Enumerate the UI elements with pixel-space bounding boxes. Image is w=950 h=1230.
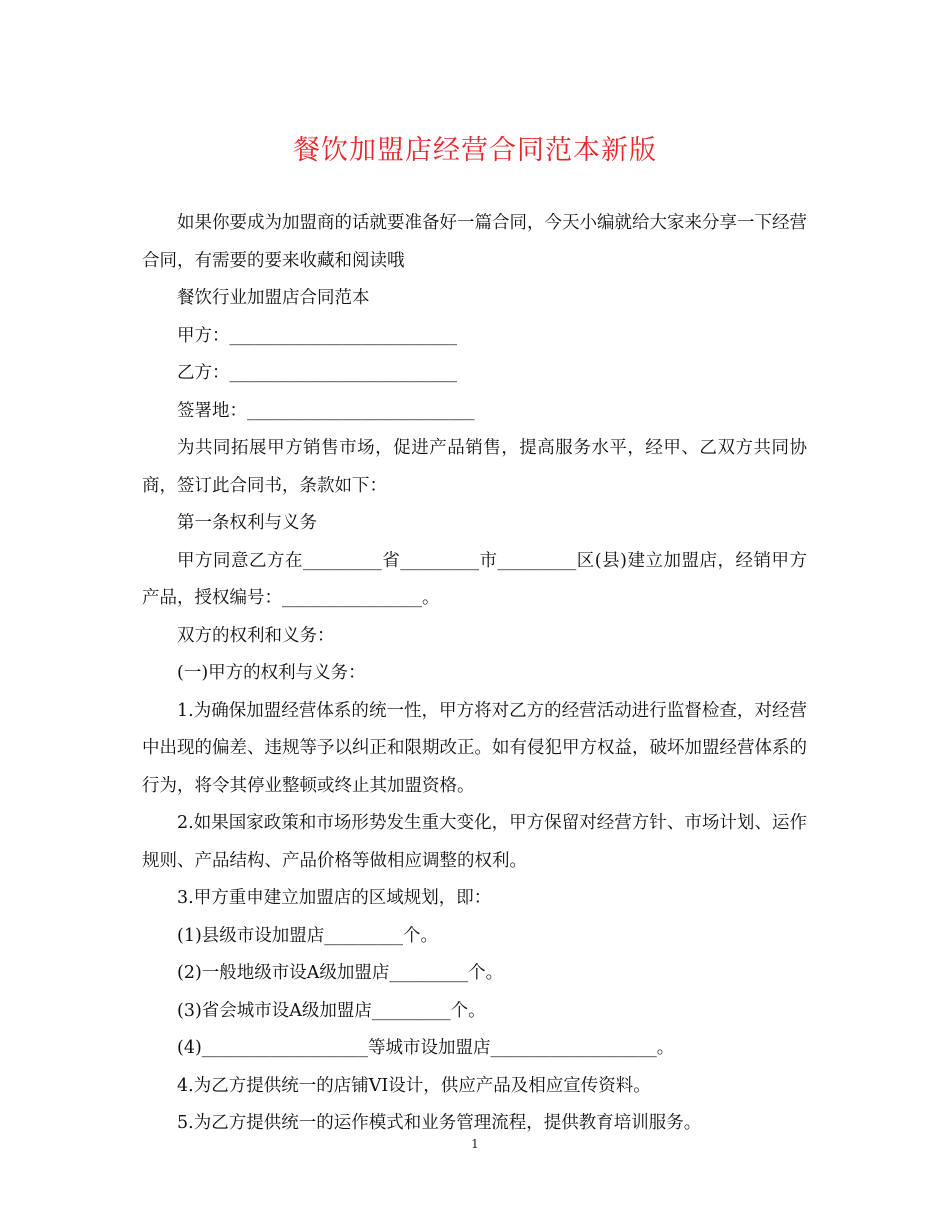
page-number: 1 [471, 1137, 479, 1151]
clause-5: 5.为乙方提供统一的运作模式和业务管理流程，提供教育培训服务。 [177, 1113, 702, 1133]
document-body [142, 205, 807, 1143]
clause-2: 2.如果国家政策和市场形势发生重大变化，甲方保留对经营方针、市场计划、运作规则、产品结构、产品价格等做相应调整的权利。 [142, 813, 807, 871]
clause-3-item-2: (2)一般地级市设A级加盟店_________个。 [177, 963, 504, 983]
document-title: 餐饮加盟店经营合同范本新版 [293, 135, 657, 166]
intro-paragraph: 如果你要成为加盟商的话就要准备好一篇合同，今天小编就给大家来分享一下经营合同，有需要的要来收藏和阅读哦 [142, 213, 807, 271]
clause-3-item-3: (3)省会城市设A级加盟店_________个。 [177, 1000, 486, 1021]
party-b-line: 乙方：__________________________ [177, 363, 457, 383]
authorization-paragraph: 甲方同意乙方在_________省_________市_________区(县)建立加盟店，经销甲方产品，授权编号：________________。 [142, 550, 807, 608]
rights-heading: 双方的权利和义务： [177, 625, 335, 646]
clause-3: 3.甲方重申建立加盟店的区域规划，即： [177, 888, 492, 908]
clause-4: 4.为乙方提供统一的店铺VI设计，供应产品及相应宣传资料。 [177, 1075, 651, 1096]
clause-3-item-4: (4)___________________等城市设加盟店___________________。 [177, 1038, 675, 1058]
contract-heading: 餐饮行业加盟店合同范本 [177, 288, 370, 308]
preamble-paragraph: 为共同拓展甲方销售市场，促进产品销售，提高服务水平，经甲、乙双方共同协商，签订此合同书，条款如下： [142, 438, 807, 496]
clause-3-item-1: (1)县级市设加盟店_________个。 [177, 925, 439, 946]
clause-1: 1.为确保加盟经营体系的统一性，甲方将对乙方的经营活动进行监督检查，对经营中出现的偏差、违规等予以纠正和限期改正。如有侵犯甲方权益，破坏加盟经营体系的行为，将令其停业整顿或终止其加盟资格。 [142, 700, 807, 796]
party-a-rights-heading: (一)甲方的权利与义务： [177, 663, 366, 683]
article-1-heading: 第一条权利与义务 [177, 513, 317, 533]
party-a-line: 甲方：__________________________ [177, 325, 457, 346]
signing-place-line: 签署地：__________________________ [177, 400, 475, 421]
